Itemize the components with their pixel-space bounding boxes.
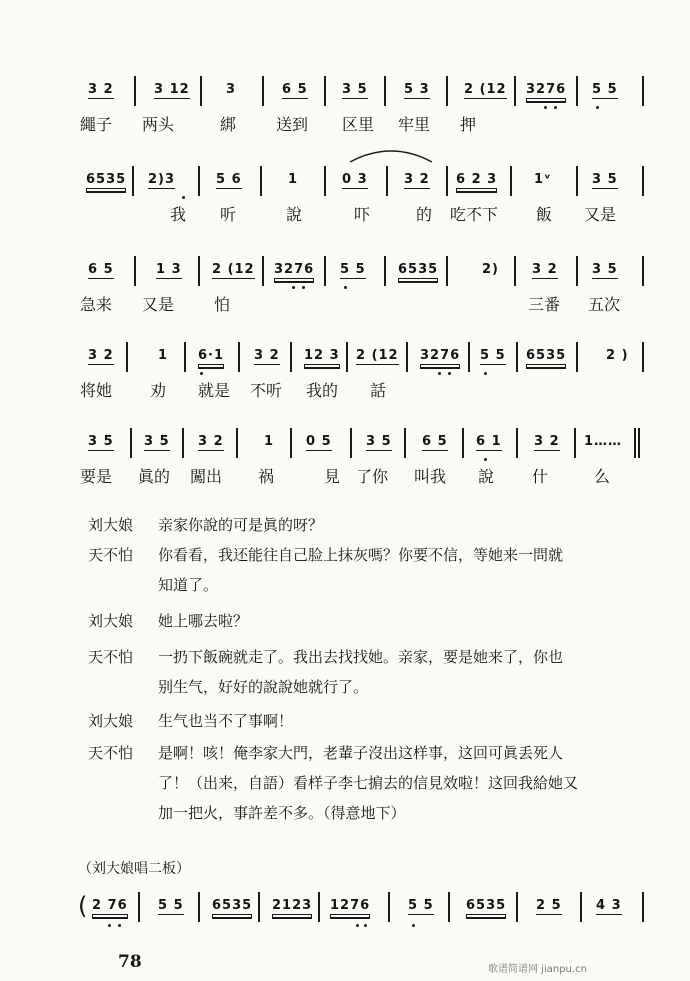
note-group: 0 5 [306, 434, 332, 449]
note-group: 3 2 [404, 172, 430, 187]
bar-line [130, 428, 132, 458]
bar-line [576, 76, 578, 106]
note-group: 3276 [526, 82, 567, 97]
bar-line [446, 256, 448, 286]
low-octave-dot [356, 924, 359, 927]
bar-line [510, 166, 512, 196]
bar-line [468, 342, 470, 372]
bar-line [346, 342, 348, 372]
watermark: 歌谱简谱网 jianpu.cn [488, 964, 587, 975]
lyric: 五次 [588, 295, 621, 314]
lyric: 两头 [142, 115, 175, 134]
speech-text: 一扔下飯碗就走了。我出去找找她。亲家，要是她来了，你也 [158, 648, 564, 666]
bar-line [350, 428, 352, 458]
speech-text: 你看看，我还能往自己脸上抹灰嗎？你要不信，等她来一問就 [158, 546, 564, 564]
page-number: 78 [118, 952, 142, 972]
bar-line [290, 342, 292, 372]
notes-row-2 [86, 172, 646, 200]
note-group: 3 2 [88, 348, 114, 363]
note-group: 3 2 [198, 434, 224, 449]
speech-text: 加一把火，事許差不多。（得意地下） [158, 804, 406, 822]
note-group: 3 5 [592, 262, 618, 277]
bar-line [184, 342, 186, 372]
lyric: 急来 [80, 295, 113, 314]
lyric: 說 [286, 205, 303, 224]
bar-line [642, 256, 644, 286]
note-group: 4 3 [596, 898, 622, 913]
bar-line [516, 892, 518, 922]
note-group: 5 3 [404, 82, 430, 97]
speaker-name: 天不怕 [88, 648, 134, 666]
bar-line [516, 342, 518, 372]
bar-line [404, 428, 406, 458]
lyric: 三番 [528, 295, 561, 314]
note-group: 6535 [526, 348, 567, 363]
bar-line [576, 256, 578, 286]
lyric: 闖出 [190, 467, 223, 486]
note-group: 3 5 [592, 172, 618, 187]
speaker-name: 刘大娘 [88, 516, 134, 534]
low-octave-dot [292, 286, 295, 289]
lyric: 吓 [354, 205, 371, 224]
note-group: 1 3 [156, 262, 182, 277]
lyric: 么 [594, 467, 611, 486]
lyric: 見 [324, 467, 341, 486]
note-group: 2) [482, 262, 499, 277]
note-group: 3276 [274, 262, 315, 277]
low-octave-dot [484, 372, 487, 375]
lyric: 叫我 [414, 467, 447, 486]
note-group: 1 [264, 434, 275, 449]
lyric: 怕 [214, 295, 231, 314]
note-group: 3 2 [534, 434, 560, 449]
lyric: 将她 [80, 381, 113, 400]
note-group: 2123 [272, 898, 313, 913]
note-group: 3 2 [532, 262, 558, 277]
low-octave-dot [118, 924, 121, 927]
speech-text: 她上哪去啦？ [158, 612, 249, 630]
lyric: 送到 [276, 115, 309, 134]
lyrics-row-1 [80, 112, 640, 136]
bar-line [290, 428, 292, 458]
bar-line [198, 166, 200, 196]
lyric: 区里 [342, 115, 375, 134]
lyric: 眞的 [138, 467, 171, 486]
note-group: 2)3 [148, 172, 176, 187]
lyric: 听 [220, 205, 237, 224]
note-group: 3 5 [342, 82, 368, 97]
note-group: 6535 [398, 262, 439, 277]
note-group: 6 5 [422, 434, 448, 449]
lyric: 話 [370, 381, 387, 400]
bar-line [182, 428, 184, 458]
note-group: 1276 [330, 898, 371, 913]
lyric: 就是 [198, 381, 231, 400]
lyric: 不听 [250, 381, 283, 400]
bar-line [446, 166, 448, 196]
bar-line [576, 342, 578, 372]
note-group: 6535 [466, 898, 507, 913]
note-group: 5 5 [408, 898, 434, 913]
note-group: 3 2 [254, 348, 280, 363]
bar-line [514, 76, 516, 106]
low-octave-dot [364, 924, 367, 927]
notes-row-6 [86, 898, 646, 926]
low-octave-dot [554, 106, 557, 109]
note-group: 3276 [420, 348, 461, 363]
speech-text: 别生气，好好的說說她就行了。 [158, 678, 369, 696]
bar-line [446, 76, 448, 106]
bar-line [198, 892, 200, 922]
bar-line [126, 342, 128, 372]
lyric: 的 [416, 205, 433, 224]
lyric: 要是 [80, 467, 113, 486]
notes-row-4 [86, 348, 646, 376]
lyric: 了你 [356, 467, 389, 486]
bar-line [406, 342, 408, 372]
bar-line [324, 166, 326, 196]
bar-line [134, 76, 136, 106]
bar-line [576, 166, 578, 196]
low-octave-dot [596, 106, 599, 109]
low-octave-dot [412, 924, 415, 927]
note-group: 3 5 [144, 434, 170, 449]
note-group: 3 2 [88, 82, 114, 97]
low-octave-dot [484, 458, 487, 461]
bar-line [198, 256, 200, 286]
bar-line [260, 166, 262, 196]
bar-line [258, 892, 260, 922]
bar-line [642, 342, 644, 372]
note-group: 5 5 [480, 348, 506, 363]
double-bar-line [634, 428, 636, 458]
note-group: 2 (12 [464, 82, 507, 97]
bar-line [384, 256, 386, 286]
lyrics-row-4 [80, 378, 640, 402]
note-group: 12 3 [304, 348, 340, 363]
note-group: 2 76 [92, 898, 128, 913]
note-group: 5 5 [340, 262, 366, 277]
speech-text: 知道了。 [158, 576, 219, 594]
lyric: 牢里 [398, 115, 431, 134]
lyrics-row-3 [80, 292, 640, 316]
lyric: 押 [460, 115, 477, 134]
note-group: 1 [288, 172, 299, 187]
speaker-name: 天不怕 [88, 744, 134, 762]
note-group: 1…… [584, 434, 623, 449]
note-group: 3 5 [88, 434, 114, 449]
bar-line [200, 76, 202, 106]
bar-line [388, 892, 390, 922]
note-group: 6·1 [198, 348, 225, 363]
bar-line [514, 256, 516, 286]
bar-line [138, 892, 140, 922]
bar-line [516, 428, 518, 458]
lyric: 飯 [536, 205, 553, 224]
bar-line [462, 428, 464, 458]
speech-text: 了！（出来，自語）看样子李七掮去的信見效啦！这回我給她又 [158, 774, 579, 792]
note-group: 5 5 [158, 898, 184, 913]
open-paren-icon: ( [78, 892, 89, 920]
bar-line [642, 892, 644, 922]
low-octave-dot [182, 196, 185, 199]
lyric: 綁 [220, 115, 237, 134]
lyric: 什 [532, 467, 549, 486]
note-group: 0 3 [342, 172, 368, 187]
note-group: 3 12 [154, 82, 190, 97]
speaker-name: 刘大娘 [88, 612, 134, 630]
low-octave-dot [344, 286, 347, 289]
low-octave-dot [438, 372, 441, 375]
lyric: 我 [170, 205, 187, 224]
note-group: 1ᵛ [534, 172, 552, 187]
note-group: 6 1 [476, 434, 502, 449]
notes-row-3 [86, 262, 646, 290]
speech-text: 亲家你說的可是眞的呀？ [158, 516, 324, 534]
bar-line [238, 342, 240, 372]
bar-line [642, 166, 644, 196]
bar-line [448, 892, 450, 922]
note-group: 2 5 [536, 898, 562, 913]
notes-row-5 [86, 434, 646, 462]
note-group: 2 (12 [212, 262, 255, 277]
low-octave-dot [200, 372, 203, 375]
bar-line [324, 76, 326, 106]
bar-line [262, 76, 264, 106]
bar-line [642, 76, 644, 106]
lyric: 繩子 [80, 115, 113, 134]
lyric: 吃不下 [450, 205, 499, 224]
slur-mark [348, 146, 434, 164]
lyrics-row-2 [80, 202, 640, 226]
note-group: 6 2 3 [456, 172, 498, 187]
lyric: 又是 [584, 205, 617, 224]
note-group: 6 5 [282, 82, 308, 97]
bar-line [236, 428, 238, 458]
note-group: 6535 [212, 898, 253, 913]
note-group: 3 5 [366, 434, 392, 449]
lyrics-row-5 [80, 464, 640, 488]
lyric: 我的 [306, 381, 339, 400]
speaker-name: 刘大娘 [88, 712, 134, 730]
bar-line [318, 892, 320, 922]
note-group: 2 (12 [356, 348, 399, 363]
lyric: 說 [478, 467, 495, 486]
note-group: 1 [158, 348, 169, 363]
speaker-name: 天不怕 [88, 546, 134, 564]
notes-row-1 [86, 82, 646, 110]
bar-line [132, 166, 134, 196]
bar-line [134, 256, 136, 286]
low-octave-dot [544, 106, 547, 109]
bar-line [384, 76, 386, 106]
note-group: 6 5 [88, 262, 114, 277]
note-group: 5 5 [592, 82, 618, 97]
note-group: 6535 [86, 172, 127, 187]
low-octave-dot [448, 372, 451, 375]
bar-line [324, 256, 326, 286]
lyric: 又是 [142, 295, 175, 314]
lyric: 劝 [150, 381, 167, 400]
bar-line [574, 428, 576, 458]
bar-line [580, 892, 582, 922]
low-octave-dot [108, 924, 111, 927]
note-group: 2 ) [606, 348, 629, 363]
speech-text: 是啊！咳！俺李家大門，老輩子沒出这样事，这回可眞丢死人 [158, 744, 564, 762]
low-octave-dot [302, 286, 305, 289]
bar-line [262, 256, 264, 286]
bar-line [386, 166, 388, 196]
speech-text: 生气也当不了事啊！ [158, 712, 294, 730]
section-tag: （刘大娘唱二板） [78, 861, 190, 877]
note-group: 5 6 [216, 172, 242, 187]
lyric: 祸 [258, 467, 275, 486]
note-group: 3 [226, 82, 237, 97]
